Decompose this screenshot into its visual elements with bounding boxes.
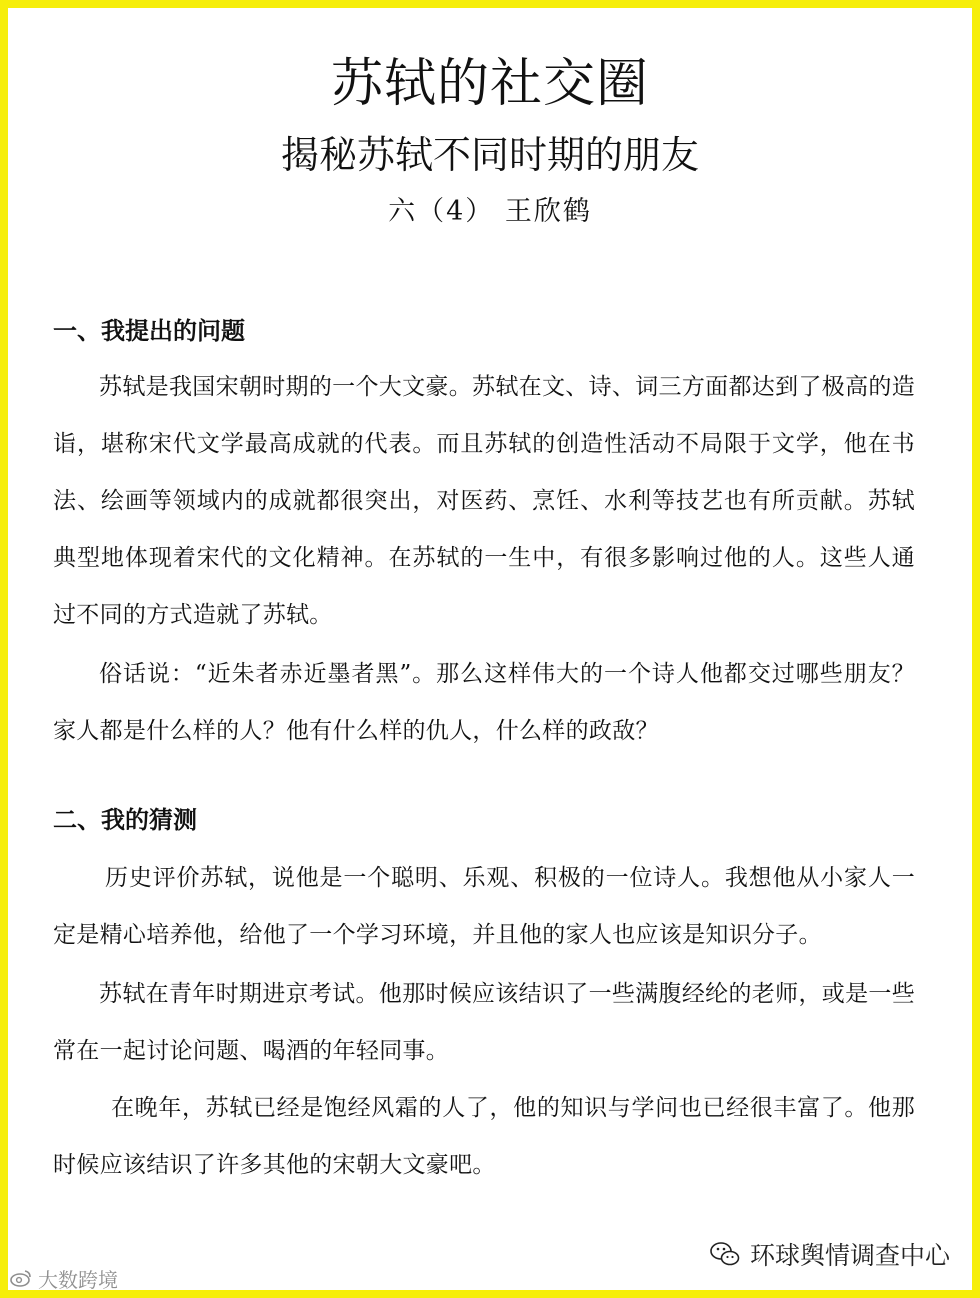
section-guesses-paragraph-3: 在晚年，苏轼已经是饱经风霜的人了，他的知识与学问也已经很丰富了。他那时候应该结识了许多其他的宋朝大文豪吧。 (53, 1095, 915, 1178)
wechat-icon (710, 1241, 740, 1267)
section-guesses-paragraph-1: 历史评价苏轼，说他是一个聪明、乐观、积极的一位诗人。我想他从小家人一定是精心培养他，给他了一个学习环境，并且他的家人也应该是知识分子。 (53, 865, 915, 948)
section-questions-paragraph-2: 俗话说：“近朱者赤近墨者黑”。那么这样伟大的一个诗人他都交过哪些朋友？家人都是什么样的人？他有什么样的仇人，什么样的政敌？ (53, 661, 915, 744)
watermark-left (10, 1263, 118, 1293)
section-heading-guesses: 二、我的猜测 (53, 805, 197, 834)
watermark-right (710, 1236, 950, 1272)
watermark-right-text: 环球舆情调查中心 (749, 1241, 950, 1270)
section-questions-paragraph-1: 苏轼是我国宋朝时期的一个大文豪。苏轼在文、诗、词三方面都达到了极高的造诣，堪称宋代文学最高成就的代表。而且苏轼的创造性活动不局限于文学，他在书法、绘画等领域内的成就都很突出，对医药、烹饪、水利等技艺也有所贡献。苏轼典型地体现着宋代的文化精神。在苏轼的一生中，有很多影响过他的人。这些人通过不同的方式造就了苏轼。 (53, 374, 915, 628)
document-subtitle: 揭秘苏轼不同时期的朋友 (280, 133, 699, 177)
section-heading-questions: 一、我提出的问题 (53, 316, 245, 345)
document-author: 六（4） 王欣鹤 (388, 196, 592, 227)
watermark-left-text: 大数跨境 (38, 1267, 118, 1292)
document-title: 苏轼的社交圈 (330, 54, 649, 114)
weibo-icon (10, 1269, 32, 1287)
section-guesses-paragraph-2: 苏轼在青年时期进京考试。他那时候应该结识了一些满腹经纶的老师，或是一些常在一起讨论问题、喝酒的年轻同事。 (53, 981, 915, 1064)
